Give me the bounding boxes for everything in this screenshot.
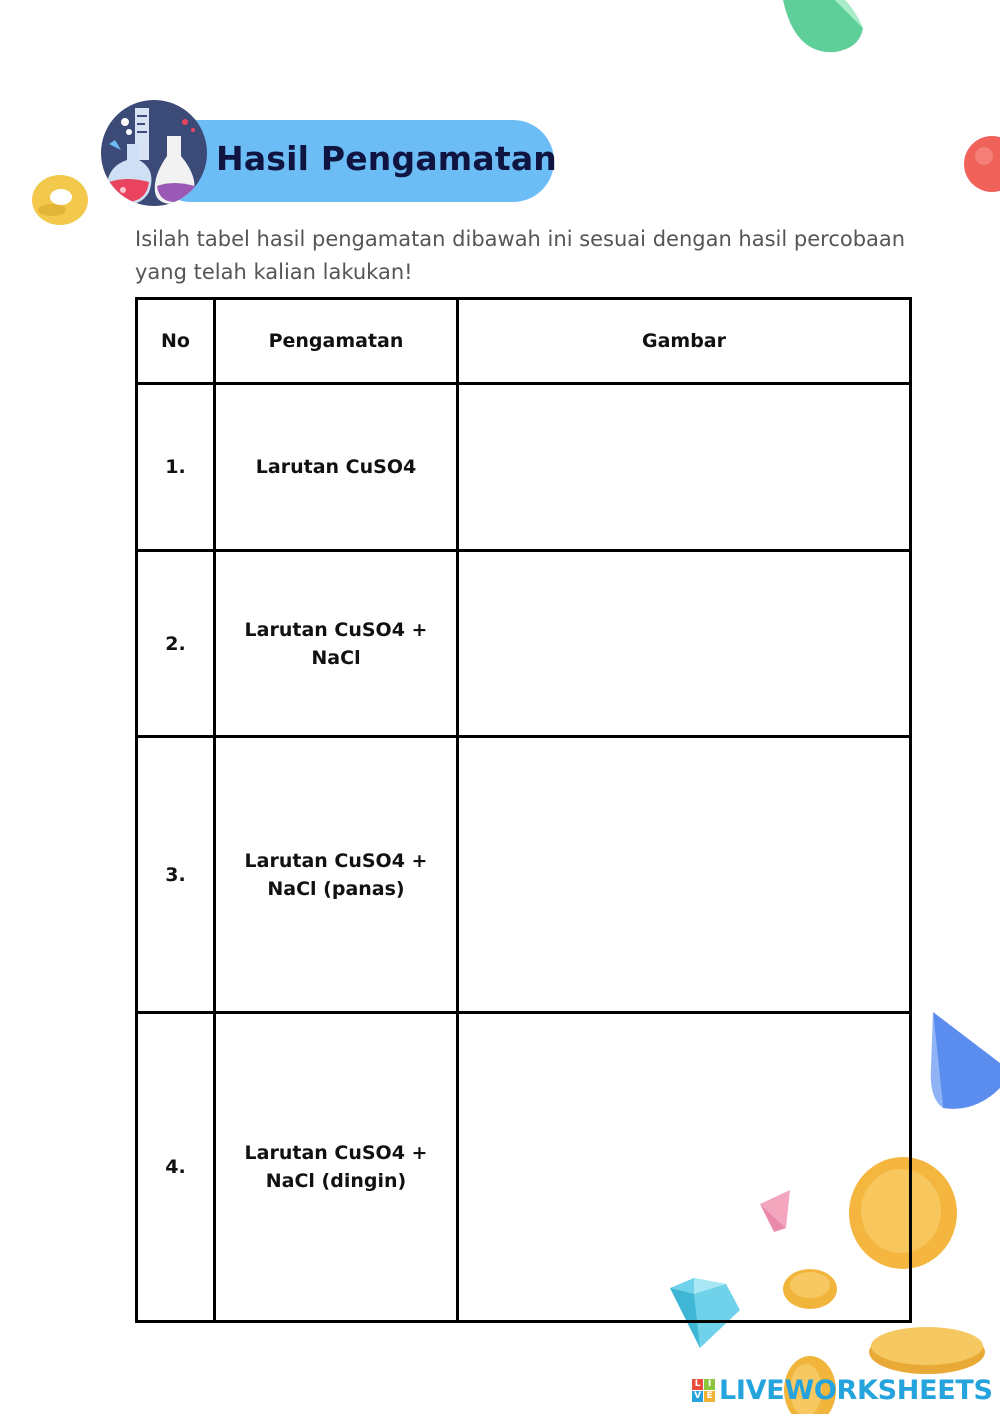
column-header-no: No: [137, 299, 215, 384]
image-answer-cell[interactable]: [458, 737, 911, 1013]
table-header-row: [137, 299, 911, 384]
column-header-image: Gambar: [458, 299, 911, 384]
yellow-ring-decoration: [28, 170, 92, 230]
observation-cell: Larutan CuSO4 + NaCl (panas): [215, 737, 458, 1013]
image-answer-cell[interactable]: [458, 551, 911, 737]
gold-coin-flat-decoration: [866, 1318, 988, 1378]
row-number: 4.: [137, 1013, 215, 1322]
observation-table: [135, 297, 912, 1323]
row-number: 2.: [137, 551, 215, 737]
table-row: [137, 737, 911, 1013]
observation-cell: Larutan CuSO4 + NaCl (dingin): [215, 1013, 458, 1322]
watermark-text: LIVEWORKSHEETS: [719, 1374, 993, 1406]
green-hemisphere-decoration: [775, 0, 870, 60]
liveworksheets-watermark: [692, 1372, 993, 1408]
red-sphere-decoration: [960, 134, 1000, 194]
lab-flasks-icon: [101, 100, 207, 206]
blue-cone-decoration: [925, 1008, 1000, 1116]
image-answer-cell[interactable]: [458, 1013, 911, 1322]
row-number: 1.: [137, 384, 215, 551]
observation-cell: Larutan CuSO4: [215, 384, 458, 551]
observation-cell: Larutan CuSO4 + NaCl: [215, 551, 458, 737]
row-number: 3.: [137, 737, 215, 1013]
page-title: Hasil Pengamatan: [216, 139, 557, 178]
instructions-text: Isilah tabel hasil pengamatan dibawah ini sesuai dengan hasil percobaan yang telah kalian lakukan!: [135, 227, 906, 284]
table-row: [137, 384, 911, 551]
column-header-observation: Pengamatan: [215, 299, 458, 384]
table-row: [137, 1013, 911, 1322]
table-row: [137, 551, 911, 737]
liveworksheets-logo-icon: L I V E: [692, 1379, 715, 1402]
image-answer-cell[interactable]: [458, 384, 911, 551]
